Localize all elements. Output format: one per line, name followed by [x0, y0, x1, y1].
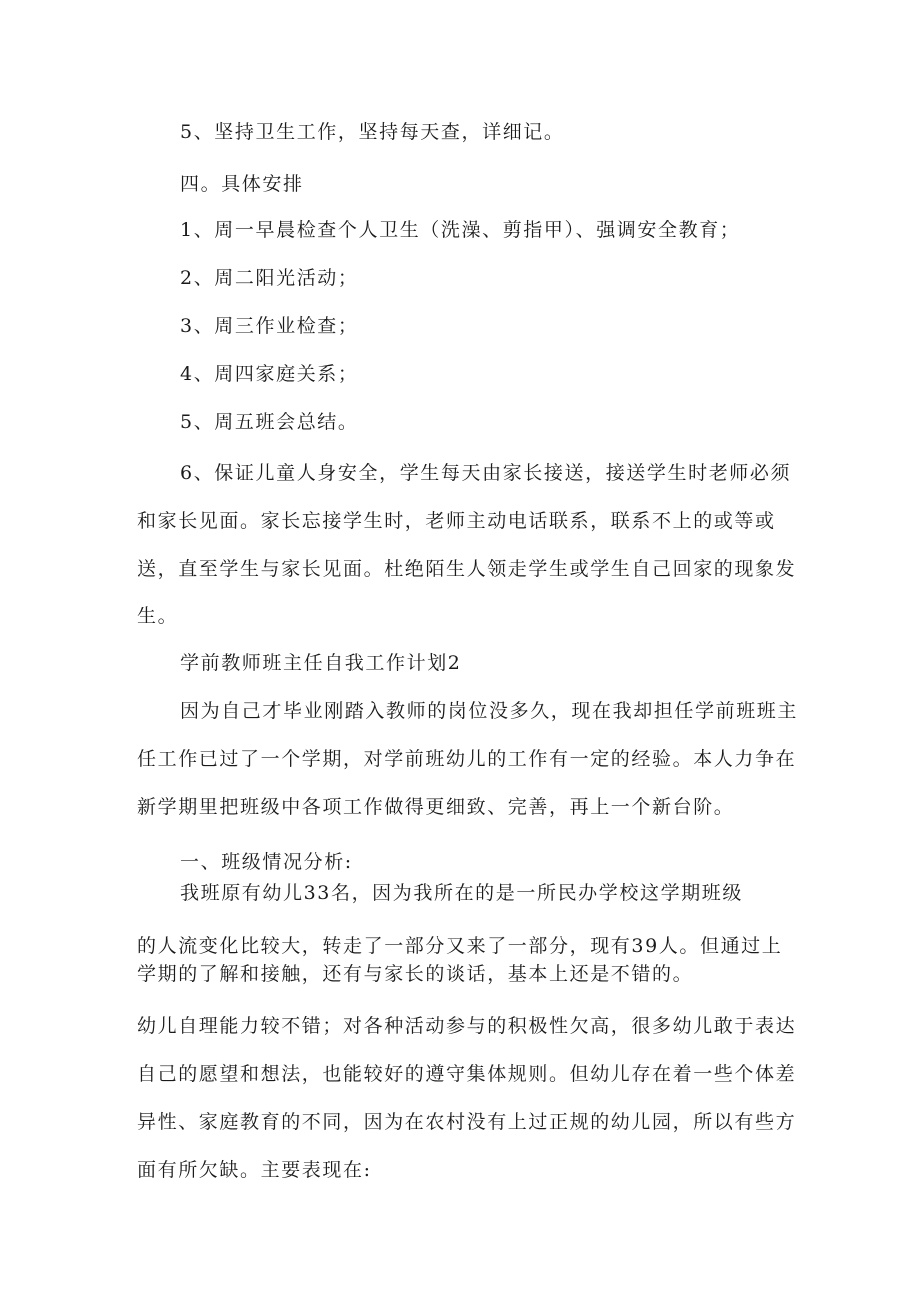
text-line: 任工作已过了一个学期，对学前班幼儿的工作有一定的经验。本人力争在 [137, 748, 797, 770]
text-line: 5、坚持卫生工作，坚持每天查，详细记。 [180, 121, 565, 143]
text-line: 生。 [137, 605, 179, 627]
text-line: 面有所欠缺。主要表现在: [137, 1159, 372, 1181]
text-line: 1、周一早晨检查个人卫生（洗澡、剪指甲）、强调安全教育； [180, 219, 741, 241]
section-heading: 一、班级情况分析: [180, 851, 353, 873]
text-line: 新学期里把班级中各项工作做得更细致、完善，再上一个新台阶。 [137, 796, 735, 818]
text-line: 因为自己才毕业刚踏入教师的岗位没多久，现在我却担任学前班班主 [180, 700, 799, 722]
text-line: 送，直至学生与家长见面。杜绝陌生人领走学生或学生自己回家的现象发 [137, 558, 797, 580]
text-line: 幼儿自理能力较不错；对各种活动参与的积极性欠高，很多幼儿敢于表达 [137, 1015, 797, 1037]
document-title: 学前教师班主任自我工作计划2 [180, 652, 462, 674]
text-line: 自己的愿望和想法，也能较好的遵守集体规则。但幼儿存在着一些个体差 [137, 1063, 797, 1085]
text-line: 我班原有幼儿33名，因为我所在的是一所民办学校这学期班级 [180, 882, 743, 904]
text-line: 4、周四家庭关系； [180, 363, 359, 385]
text-line: 6、保证儿童人身安全，学生每天由家长接送，接送学生时老师必须 [180, 462, 792, 484]
text-line: 的人流变化比较大，转走了一部分又来了一部分，现有39人。但通过上 [137, 935, 783, 957]
text-line: 和家长见面。家长忘接学生时，老师主动电话联系，联系不上的或等或 [137, 510, 776, 532]
section-heading: 四。具体安排 [180, 173, 304, 195]
text-line: 3、周三作业检查； [180, 315, 359, 337]
text-line: 异性、家庭教育的不同，因为在农村没有上过正规的幼儿园，所以有些方 [137, 1111, 797, 1133]
text-line: 5、周五班会总结。 [180, 411, 359, 433]
text-line: 2、周二阳光活动； [180, 267, 359, 289]
text-line: 学期的了解和接触，还有与家长的谈话，基本上还是不错的。 [137, 963, 694, 985]
